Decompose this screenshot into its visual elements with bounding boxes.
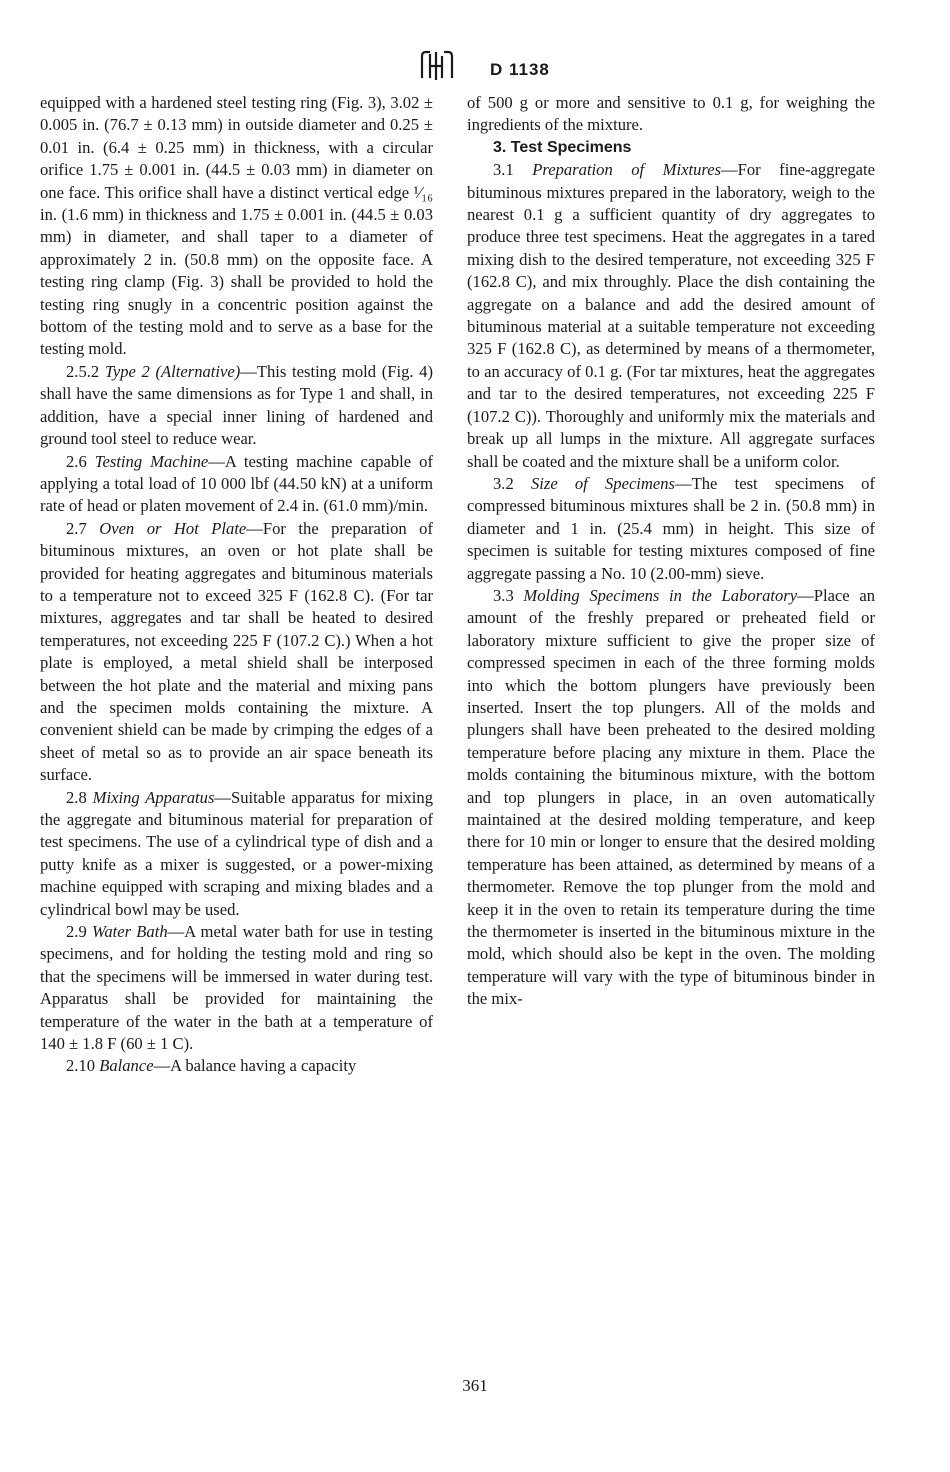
paragraph-3-1: 3.1 Preparation of Mixtures—For fine-aggregate bituminous mixtures prepared in the laboratory, weigh to the nearest 0.1 g a sufficient quantity of dry aggregates to produce three test specimens. Heat the aggregates in a tared mixing dish to the desired temperature, not exceeding 325 F (162.8 C), and mix throughly. Place the dish containing the aggregate on a balance and add the desired amount of bituminous material at a suitable temperature not exceeding 325 F (162.8 C), as determined by means of a thermometer, to an accuracy of 0.1 g. (For tar mixtures, heat the aggregates and tar to the desired temperatures, not exceeding 225 F (107.2 C)). Thoroughly and uniformly mix the materials and break up all lumps in the mixture. All aggregate surfaces shall be coated and the mixture shall be a uniform color.: [467, 160, 875, 471]
continued-paragraph: equipped with a hardened steel testing ring (Fig. 3), 3.02 ± 0.005 in. (76.7 ± 0.13 mm) in outside diameter and 0.25 ± 0.01 in. (6.4 ± 0.25 mm) in thickness, with a circular orifice 1.75 ± 0.001 in. (44.5 ± 0.03 mm) in diameter on one face. This orifice shall have a distinct vertical edge ¹⁄₁₆ in. (1.6 mm) in thickness and 1.75 ± 0.001 in. (44.5 ± 0.03 mm) in diameter, and shall taper to a diameter of approximately 2 in. (50.8 mm) on the opposite face. A testing ring clamp (Fig. 3) shall be provided to hold the testing ring snugly in a concentric position against the bottom of the testing mold and to serve as a base for the testing mold.: [40, 93, 433, 359]
paragraph-3-3: 3.3 Molding Specimens in the Laboratory—Place an amount of the freshly prepared or preheated field or laboratory mixture sufficient to give the proper size of compressed specimen in each of the three forming molds into which the bottom plungers have previously been inserted. Insert the top plungers. All of the molds and plungers shall have been preheated to the desired molding temperature before placing any mixture in them. Place the molds containing the bituminous mixture, with the bottom and top plungers in place, in an oven automatically maintained at the desired molding temperature, and keep there for 10 min or longer to ensure that the desired molding temperature has been attained, as determined by means of a thermometer. Remove the top plunger from the mold and keep it in the oven to retain its temperature during the time the thermometer is inserted in the bituminous mixture in the mold, which should also be kept in the oven. The molding temperature will vary with the type of bituminous binder in the mix-: [467, 585, 875, 1009]
paragraph-3-2: 3.2 Size of Specimens—The test specimens of compressed bituminous mixtures shall be 2 in. (50.8 mm) in diameter and 1 in. (25.4 mm) in height. This size of specimen is suitable for testing mixtures composed of fine aggregate passing a No. 10 (2.00-mm) sieve.: [467, 473, 875, 583]
paragraph-2-7: 2.7 Oven or Hot Plate—For the preparation of bituminous mixtures, an oven or hot plate shall be provided for heating aggregates and bituminous materials to a temperature not to exceed 325 F (162.8 C). (For tar mixtures, aggregates and tar shall be heated to desired temperatures, not exceeding 225 F (107.2 C).) When a hot plate is employed, a metal shield shall be interposed between the hot plate and the material and mixing pans and the specimen molds containing the mixture. A convenient shield can be made by crimping the edges of a sheet of metal so as to provide an air space beneath its surface.: [40, 518, 433, 785]
left-column: [40, 92, 433, 1078]
paragraph-2-8: 2.8 Mixing Apparatus—Suitable apparatus for mixing the aggregate and bituminous material for preparation of test specimens. The use of a cylindrical type of dish and a putty knife as a mixer is suggested, or a power-mixing machine equipped with scraping and mixing blades and a cylindrical bowl may be used.: [40, 787, 434, 919]
paragraph-2-9: 2.9 Water Bath—A metal water bath for use in testing specimens, and for holding the testing mold and ring so that the specimens will be immersed in water during test. Apparatus shall be provided for maintaining the temperature of the water in the bath at a temperature of 140 ± 1.8 F (60 ± 1 C).: [40, 922, 433, 1054]
standard-designation: D 1138: [490, 60, 550, 79]
continued-paragraph: of 500 g or more and sensitive to 0.1 g, for weighing the ingredients of the mixture.: [467, 93, 875, 135]
page-header: [0, 50, 950, 90]
paragraph-2-5-2: 2.5.2 Type 2 (Alternative)—This testing mold (Fig. 4) shall have the same dimensions as for Type 1 and shall, in addition, have a special inner lining of hardened and ground tool steel to reduce wear.: [40, 361, 433, 449]
astm-logo-icon: [416, 50, 458, 82]
right-column: [467, 92, 875, 1011]
paragraph-2-6: 2.6 Testing Machine—A testing machine capable of applying a total load of 10 000 lbf (44.50 kN) at a uniform rate of head or platen movement of 2.4 in. (61.0 mm)/min.: [40, 451, 433, 516]
paragraph-2-10: 2.10 Balance—A balance having a capacity: [66, 1056, 357, 1076]
page-number: 361: [462, 1376, 488, 1395]
section-heading: 3. Test Specimens: [493, 138, 632, 156]
